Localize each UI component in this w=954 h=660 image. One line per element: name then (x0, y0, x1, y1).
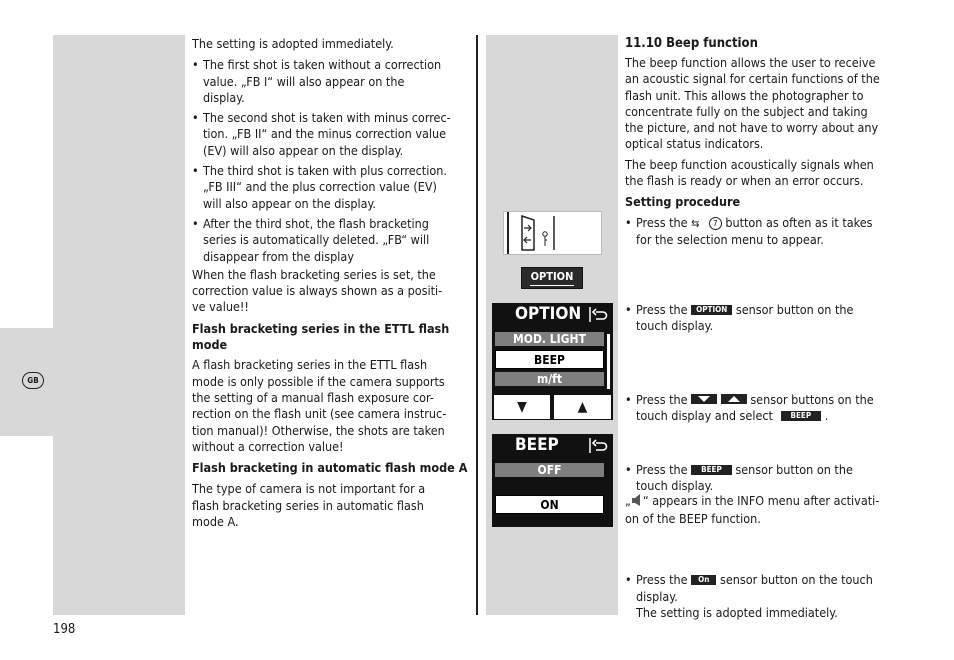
up-chip-icon (721, 394, 747, 404)
beep-signal-paragraph: The beep function acoustically signals when the flash is ready or when an error occurs. (625, 157, 874, 189)
ettl-heading: Flash bracketing series in the ETTL flash mode (192, 320, 450, 353)
gb-badge: GB (22, 372, 44, 389)
option-menu-screen (492, 303, 613, 420)
down-button[interactable] (494, 395, 550, 419)
option-screen-title: OPTION (515, 304, 582, 324)
step-3: • Press the sensor buttons on the touch display and select BEEP . (625, 392, 926, 425)
back-icon[interactable] (588, 436, 608, 456)
menu-item-mft[interactable]: m/ft (495, 372, 604, 386)
column-divider (476, 35, 478, 615)
down-arrow-icon: ▼ (517, 399, 527, 415)
left-text-column (192, 36, 472, 530)
intro-text: The setting is adopted immediately. (192, 36, 394, 51)
beep-screen-title: BEEP (515, 435, 559, 455)
scrollbar[interactable] (607, 334, 610, 389)
bullet-item: • The second shot is taken with minus correc- tion. „FB II“ and the minus correction value (EV) will also appear on the display. (192, 110, 472, 159)
bullet-item: • The first shot is taken without a correction value. „FB I“ will also appear on the display. (192, 57, 472, 106)
info-menu-note: „ “ appears in the INFO menu after activati- on of the BEEP function. (625, 493, 880, 527)
beep-intro-paragraph: The beep function allows the user to receive an acoustic signal for certain functions of the flash unit. This allows the photographer to concentrate fully on the subject and taking the picture, and not have to worry about any optical status indicators. (625, 55, 880, 152)
page-number: 198 (53, 622, 76, 637)
ettl-paragraph: A flash bracketing series in the ETTL flash mode is only possible if the camera supports the setting of a manual flash exposure cor- rection on the flash unit (see camera instruc- tion manual)! Otherwise, the shots are taken without a correction value! (192, 357, 447, 454)
menu-item-mod-light[interactable]: MOD. LIGHT (495, 332, 604, 346)
option-button-label: OPTION (530, 270, 574, 283)
menu-item-off[interactable]: OFF (495, 463, 604, 477)
step-5: • Press the On sensor button on the touch display. The setting is adopted immediately. (625, 572, 926, 621)
step-1: • Press the ⇆ 7 button as often as it takes for the selection menu to appear. (625, 215, 926, 249)
section-title: 11.10 Beep function (625, 36, 758, 51)
menu-item-beep[interactable]: BEEP (495, 350, 604, 369)
auto-mode-heading: Flash bracketing in automatic flash mode A (192, 460, 468, 476)
bullet-item: • The third shot is taken with plus correction. „FB III“ and the plus correction value (EV) will also appear on the display. (192, 163, 472, 212)
up-arrow-icon: ▲ (577, 399, 588, 415)
bullet-item: • After the third shot, the flash bracketing series is automatically deleted. „FB“ will disappear from the display (192, 216, 472, 265)
option-chip: OPTION (691, 305, 732, 315)
bracketing-note: When the flash bracketing series is set, the correction value is always shown as a positi- ve value!! (192, 266, 443, 315)
option-button-figure[interactable] (521, 267, 583, 289)
menu-item-on[interactable]: ON (495, 495, 604, 514)
step-2: • Press the OPTION sensor button on the touch display. (625, 302, 926, 335)
up-button[interactable] (554, 395, 611, 419)
beep-chip: BEEP (781, 411, 822, 421)
speaker-icon (631, 493, 643, 511)
setting-procedure-heading: Setting procedure (625, 194, 741, 209)
auto-mode-paragraph: The type of camera is not important for a flash bracketing series in automatic flash mode A. (192, 481, 426, 530)
step-4: • Press the BEEP sensor button on the touch display. (625, 462, 926, 495)
down-chip-icon (691, 394, 717, 404)
beep-chip: BEEP (691, 465, 732, 475)
back-icon[interactable] (588, 305, 608, 325)
flash-unit-illustration (503, 211, 602, 255)
menu-toggle-icon: ⇆ (691, 217, 700, 230)
button-number-badge: 7 (709, 217, 722, 230)
left-gray-margin (53, 35, 185, 615)
beep-menu-screen (492, 434, 613, 527)
on-chip: On (691, 575, 716, 585)
flash-unit-key-icon (504, 212, 601, 254)
